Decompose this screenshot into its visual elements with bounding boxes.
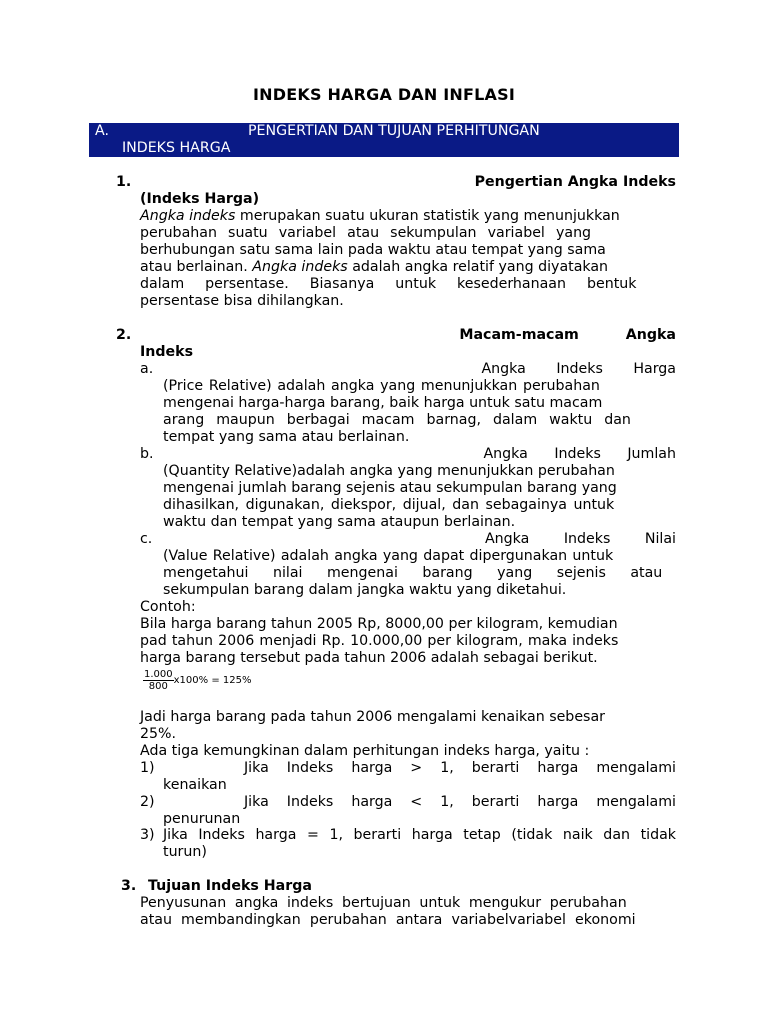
s2-possibilities-intro: Ada tiga kemungkinan dalam perhitungan indeks harga, yaitu : (140, 742, 590, 759)
s2-a-body (163, 378, 676, 446)
s2-c-label: c. (140, 531, 153, 547)
s2-a-line3: arang maupun berbagai macam barnag, dalam waktu dan (163, 411, 631, 428)
s2-c-line1: (Value Relative) adalah angka yang dapat dipergunakan untuk (163, 548, 614, 564)
s2-b-body (163, 463, 676, 531)
s2-b-line3: dihasilkan, digunakan, diekspor, dijual, dan sebagainya untuk (163, 496, 615, 513)
s1-line4a: atau berlainan. (140, 258, 253, 275)
s2-b-line2: mengenai jumlah barang sejenis atau sekumpulan barang yang (163, 479, 617, 496)
s1-heading: Pengertian Angka Indeks (474, 174, 676, 190)
s1-term: Angka indeks (140, 208, 236, 224)
s2-number: 2. (116, 327, 132, 343)
s2-conclusion-line1: Jadi harga barang pada tahun 2006 mengalami kenaikan sebesar (140, 709, 605, 725)
section-a-bar (89, 123, 679, 157)
s1-line3: berhubungan satu sama lain pada waktu atau tempat yang sama (140, 241, 606, 258)
formula-numerator: 1.000 (144, 669, 173, 680)
s2-heading: Macam-macam Angka (459, 327, 676, 343)
s2-example-line3: harga barang tersebut pada tahun 2006 adalah sebagai berikut. (140, 649, 598, 666)
s2-c-heading: Angka Indeks Nilai (484, 531, 676, 547)
section-a-title-line1: PENGERTIAN DAN TUJUAN PERHITUNGAN (248, 123, 540, 139)
s1-number: 1. (116, 174, 132, 190)
s2-a-line4: tempat yang sama atau berlainan. (163, 428, 410, 445)
s2-conclusion (140, 709, 676, 760)
s2-conclusion-line2: 25%. (140, 725, 177, 742)
s2-example (140, 599, 676, 667)
s2-item1-cont: kenaikan (163, 777, 227, 793)
s2-a-heading: Angka Indeks Harga (481, 361, 676, 377)
s2-c-body (163, 548, 676, 599)
formula (143, 669, 251, 692)
s2-item2-text: Jika Indeks harga < 1, berarti harga mengalami (244, 794, 676, 810)
s2-a-line2: mengenai harga-harga barang, baik harga untuk satu macam (163, 394, 603, 411)
s2-item3-cont: turun) (163, 844, 207, 860)
s1-line1: merupakan suatu ukuran statistik yang menunjukkan (235, 208, 620, 224)
s3-line1: Penyusunan angka indeks bertujuan untuk mengukur perubahan (140, 895, 627, 911)
s3-line2: atau membandingkan perubahan antara variabelvariabel ekonomi (140, 911, 636, 928)
section-a-title-line2: INDEKS HARGA (122, 140, 231, 156)
s2-example-label: Contoh: (140, 599, 196, 615)
s2-b-line1: (Quantity Relative)adalah angka yang menunjukkan perubahan (163, 463, 615, 479)
s2-b-heading: Angka Indeks Jumlah (483, 446, 676, 462)
formula-result: x100% = 125% (173, 675, 252, 686)
section-a-letter: A. (95, 123, 109, 139)
s2-item3-text: Jika Indeks harga = 1, berarti harga tetap (tidak naik dan tidak (163, 827, 676, 843)
s1-heading-cont: (Indeks Harga) (140, 191, 260, 207)
s2-b-label: b. (140, 446, 154, 462)
s1-line6: persentase bisa dihilangkan. (140, 292, 344, 309)
page-title: INDEKS HARGA DAN INFLASI (253, 85, 515, 104)
s2-example-line2: pad tahun 2006 menjadi Rp. 10.000,00 per kilogram, maka indeks (140, 632, 619, 649)
formula-fraction (143, 669, 174, 692)
s2-item2-label: 2) (140, 794, 155, 810)
s2-item3-label: 3) (140, 827, 155, 843)
s2-item1-text: Jika Indeks harga > 1, berarti harga mengalami (244, 760, 676, 776)
s2-c-line3: sekumpulan barang dalam jangka waktu yang diketahui. (163, 581, 567, 598)
s1-paragraph (140, 208, 676, 309)
s3-paragraph (140, 895, 676, 929)
s2-heading-cont: Indeks (140, 344, 194, 360)
s2-item1-label: 1) (140, 760, 155, 776)
s1-term-2: Angka indeks (252, 258, 348, 275)
s2-a-line1: (Price Relative) adalah angka yang menunjukkan perubahan (163, 378, 600, 394)
s3-heading: Tujuan Indeks Harga (148, 878, 312, 894)
s2-item2-cont: penurunan (163, 811, 241, 827)
s2-b-line4: waktu dan tempat yang sama ataupun berlainan. (163, 513, 516, 530)
s1-line2-text: perubahan suatu variabel atau sekumpulan variabel yang (140, 224, 592, 241)
s1-line5: dalam persentase. Biasanya untuk kesederhanaan bentuk (140, 275, 637, 292)
s1-line4b: adalah angka relatif yang diyatakan (347, 258, 609, 275)
s2-example-line1: Bila harga barang tahun 2005 Rp, 8000,00 per kilogram, kemudian (140, 615, 618, 632)
s2-c-line2: mengetahui nilai mengenai barang yang sejenis atau (163, 564, 663, 581)
s1-line2 (140, 225, 676, 242)
s2-a-label: a. (140, 361, 154, 377)
s3-number: 3. (121, 878, 137, 894)
formula-denominator: 800 (148, 681, 168, 692)
